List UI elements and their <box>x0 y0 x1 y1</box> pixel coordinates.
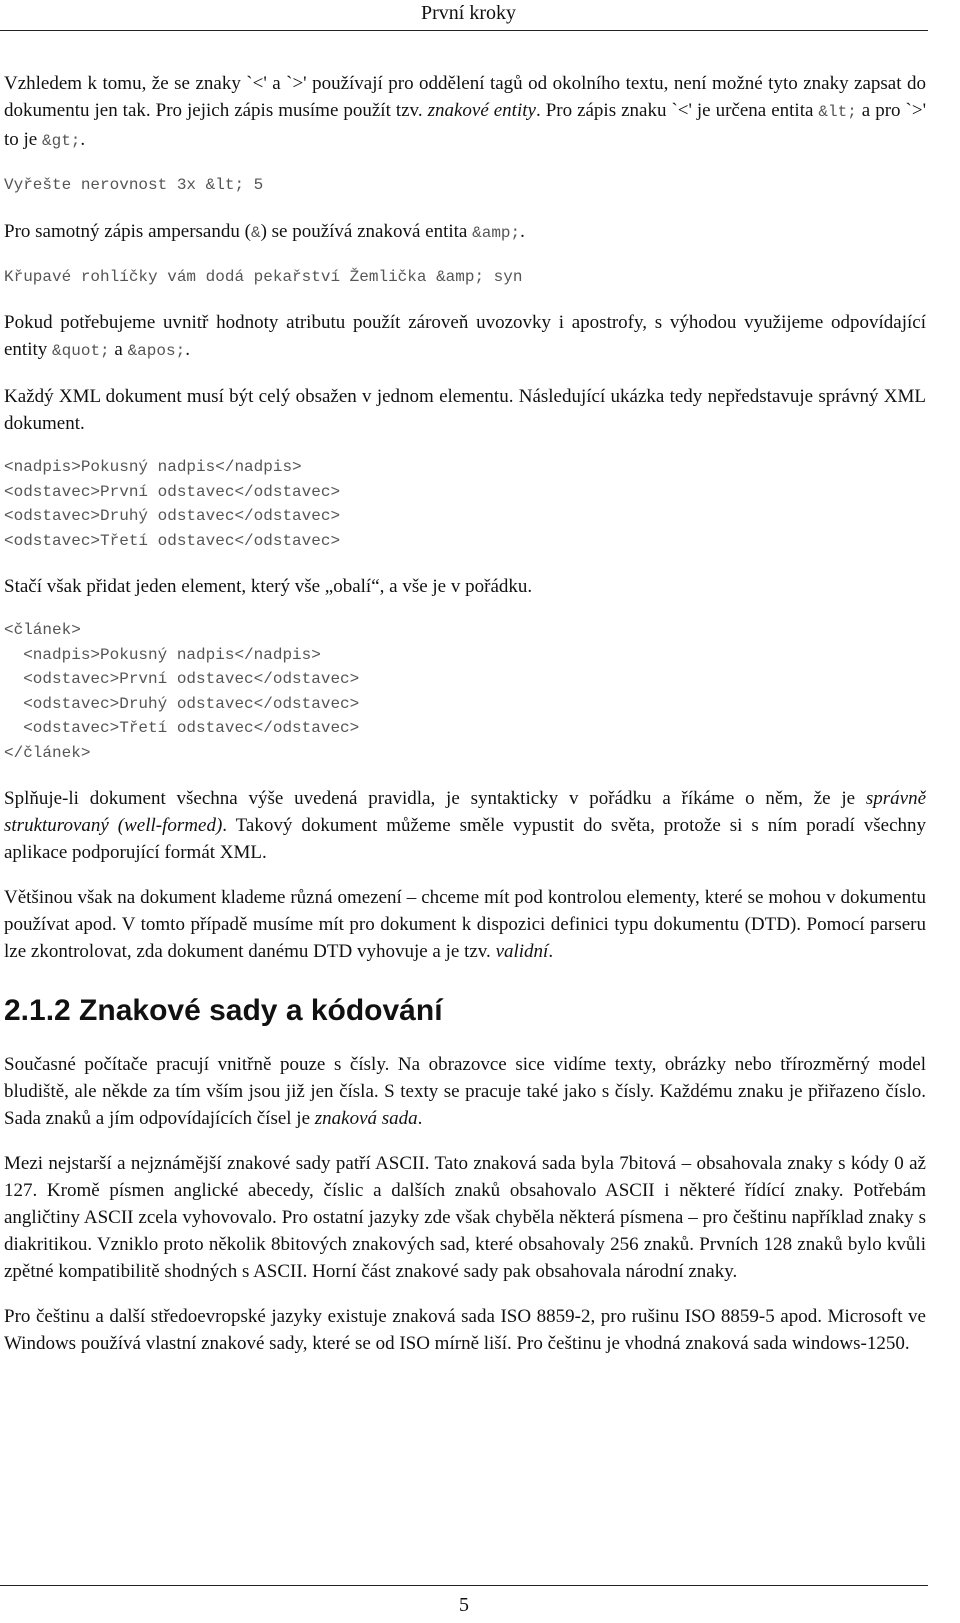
text-run: Současné počítače pracují vnitřně pouze s čísly. Na obrazovce sice vidíme texty, obrázky nebo třírozměrný model bludiště, ale někde za tím vším jsou již jen čísla. S texty se pracuje také jako s čísly. Každému znaku je přiřazeno číslo. Sada znaků a jím odpovídajících čísel je <box>4 1054 926 1129</box>
paragraph-wrap-element: Stačí však přidat jeden element, který vše „obalí“, a vše je v pořádku. <box>4 576 533 597</box>
text-run: . <box>520 220 525 242</box>
emphasis: správně strukturovaný (well-formed) <box>4 788 926 836</box>
inline-code: &gt; <box>42 132 81 150</box>
text-run: ) se používá znaková entita <box>260 220 473 242</box>
inline-code: &quot; <box>52 342 110 360</box>
text-run: a pro `>' to je <box>4 100 926 150</box>
paragraph-dtd <box>4 884 926 965</box>
text-run: Pro samotný zápis ampersandu ( <box>4 220 251 242</box>
text-run: Splňuje-li dokument všechna výše uvedená pravidla, je syntakticky v pořádku a říkáme o něm, že je <box>4 788 866 809</box>
code-example-lt: Vyřešte nerovnost 3x &lt; 5 <box>4 176 264 194</box>
inline-code: &lt; <box>818 103 857 121</box>
inline-code: &amp; <box>472 223 521 242</box>
text-run: Pokud potřebujeme uvnitř hodnoty atributu použít zároveň uvozovky i apostrofy, s výhodou využijeme odpovídající entity <box>4 312 926 360</box>
page-number: 5 <box>459 1594 469 1616</box>
text-run: . <box>548 941 554 962</box>
text-run: a <box>109 339 128 360</box>
inline-code: &apos; <box>127 342 186 360</box>
running-header <box>0 0 928 31</box>
text-run: . <box>417 1108 423 1129</box>
paragraph-iso: Pro češtinu a další středoevropské jazyky existuje znaková sada ISO 8859-2, pro rušinu ISO 8859-5 apod. Microsoft ve Windows používá vlastní znakové sady, které se od ISO mírně liší. Pro češtinu je vhodná znaková sada windows-1250. <box>4 1306 926 1354</box>
paragraph-single-root: Každý XML dokument musí být celý obsažen v jednom elementu. Následující ukázka tedy nepředstavuje správný XML dokument. <box>4 386 926 434</box>
page-footer <box>0 1585 928 1619</box>
inline-code: & <box>250 223 261 242</box>
emphasis: validní <box>495 941 549 962</box>
text-run: . <box>80 129 86 150</box>
emphasis: znaková sada <box>314 1108 418 1129</box>
paragraph-ascii: Mezi nejstarší a nejznámější znakové sady patří ASCII. Tato znaková sada byla 7bitová – obsahovala znaky s kódy 0 až 127. Kromě písmen anglické abecedy, číslic a dalších znaků obsahovalo ASCII i některé řídící znaky. Potřebám angličtiny ASCII zcela vyhovovalo. Pro ostatní jazyky zde však chyběla některá písmena – pro češtinu například znaky s diakritikou. Vzniklo proto několik 8bitových znakových sad, které obsahovaly 256 znaků. Prvních 128 znaků bylo kvůli zpětné kompatibilitě shodných s ASCII. Horní část znakové sady pak obsahovala národní znaky. <box>4 1153 926 1282</box>
header-title: První kroky <box>421 2 516 24</box>
text-run: Vzhledem k tomu, že se znaky `<' a `>' používají pro oddělení tagů od okolního textu, není možné tyto znaky zapsat do dokumentu jen tak. Pro jejich zápis musíme použít tzv. <box>4 73 926 121</box>
text-run: . Takový dokument můžeme směle vypustit do světa, protože si s ním poradí všechny aplikace podporující formát XML. <box>4 815 927 863</box>
text-run: Většinou však na dokument klademe různá omezení – chceme mít pod kontrolou elementy, které se mohou v dokumentu používat apod. V tomto případě musíme mít pro dokument k dispozici definici typu dokumentu (DTD). Pomocí parseru lze zkontrolovat, zda dokument danému DTD vyhovuje a je tzv. <box>4 887 926 962</box>
text-run: . <box>185 339 190 360</box>
paragraph-charsets <box>4 1051 926 1132</box>
paragraph-entities-intro <box>4 70 926 155</box>
emphasis: znakové entity <box>427 100 536 121</box>
paragraph-quotes <box>4 309 926 365</box>
paragraph-ampersand <box>4 218 926 247</box>
code-example-amp: Křupavé rohlíčky vám dodá pekařství Žemlička &amp; syn <box>4 267 523 286</box>
text-run: . Pro zápis znaku `<' je určena entita <box>535 100 819 121</box>
paragraph-well-formed <box>4 785 926 866</box>
code-example-valid: <článek> <nadpis>Pokusný nadpis</nadpis> <odstavec>První odstavec</odstavec> <odstavec>Druhý odstavec</odstavec> <odstavec>Třetí odstavec</odstavec> </článek> <box>4 621 360 762</box>
code-example-invalid: <nadpis>Pokusný nadpis</nadpis> <odstavec>První odstavec</odstavec> <odstavec>Druhý odstavec</odstavec> <odstavec>Třetí odstavec</odstavec> <box>4 458 341 550</box>
page-content <box>4 70 926 1375</box>
section-heading: 2.1.2 Znakové sady a kódování <box>4 994 443 1027</box>
